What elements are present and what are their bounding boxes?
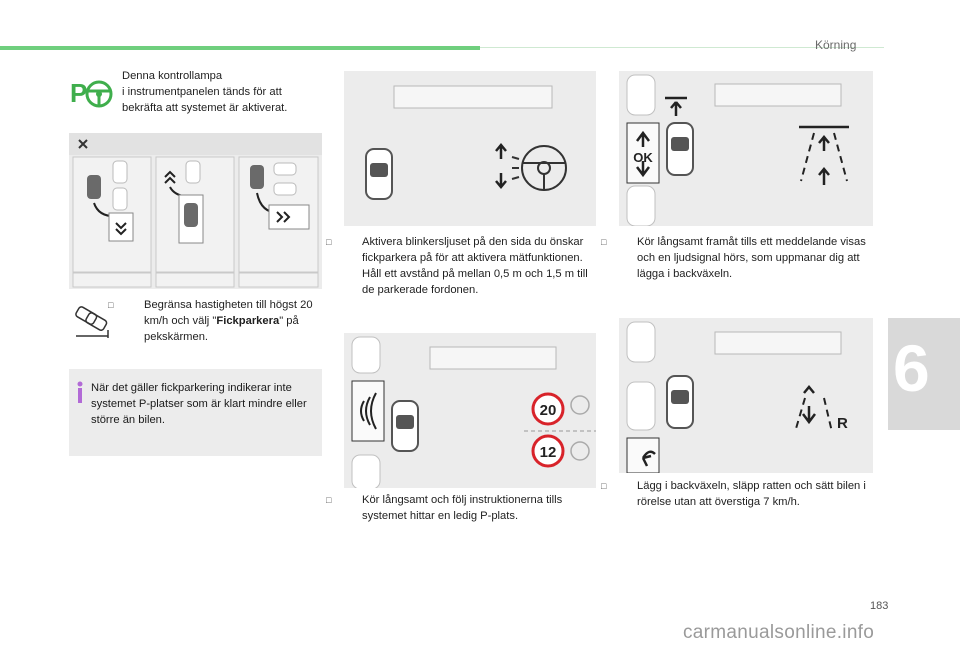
chapter-number: 6 [893,331,930,405]
section-title: Körning [815,38,857,52]
steering-wheel-small-icon [571,442,589,460]
page-number: 183 [870,600,889,612]
step-drive-slowly-text: Kör långsamt och följ instruktionerna tills systemet hittar en ledig P-plats. [362,494,563,522]
arrow-up-icon [496,145,506,159]
bullet-marker: □ [326,237,332,247]
figure-reverse [619,318,873,473]
screen-parking-modes [69,133,322,289]
parallel-park-icon [72,306,112,340]
arrow-up-icon [819,137,829,151]
arrow-up-icon [819,169,829,185]
speed-top: 20 [539,402,557,419]
arrow-down-icon [803,406,815,422]
step-reverse-text: Lägg i backväxeln, släpp ratten och sätt bilen i rörelse utan att överstiga 7 km/h. [637,480,866,508]
step-drive-forward-text: Kör långsamt framåt tills ett meddelande visas och en ljudsignal hörs, som uppmanar dig att lägga i backväxeln. [637,236,866,280]
steering-wheel-small-icon [571,396,589,414]
ok-label: OK [633,150,653,165]
header-accent-bar [0,46,480,50]
bullet-marker: □ [108,300,114,310]
step-activate-indicator [326,234,596,298]
parking-modes-illustration [69,133,322,289]
bullet-marker: □ [326,495,332,505]
info-text: När det gäller fickparkering indikerar inte systemet P-platser som är klart mindre eller större än bilen. [91,382,307,426]
arrow-down-icon [496,173,506,187]
watermark: carmanualsonline.info [683,622,875,643]
step-limit-speed [108,297,324,345]
figure-activate-indicator [344,71,596,226]
info-icon [77,381,83,403]
figure-search-space [344,333,596,488]
reverse-gear-label: R [837,415,848,432]
step-drive-forward [601,234,873,282]
step-activate-indicator-text: Aktivera blinkersljuset på den sida du önskar fickparkera på för att aktivera mätfunktionen. Håll ett avstånd på mellan 0,5 m och 1,5 m till de parkerade fordonen. [362,236,588,296]
speed-bottom: 12 [539,444,557,461]
step-limit-speed-text: Begränsa hastigheten till högst 20 km/h och välj " [144,299,313,327]
step-drive-slowly [326,492,596,524]
parking-assist-lamp-icon [70,76,114,110]
bullet-marker: □ [601,481,607,491]
info-box [69,369,322,456]
step-limit-speed-text-end: " på pekskärmen. [144,315,299,343]
hand-icon [512,157,519,179]
lamp-description: Denna kontrollampa i instrumentpanelen tänds för att bekräfta att systemet är aktiverat. [122,70,288,114]
fickparkera-label: Fickparkera [216,315,280,327]
svg-text:P: P [70,78,88,108]
bullet-marker: □ [601,237,607,247]
step-reverse [601,478,873,510]
figure-drive-forward [619,71,873,226]
